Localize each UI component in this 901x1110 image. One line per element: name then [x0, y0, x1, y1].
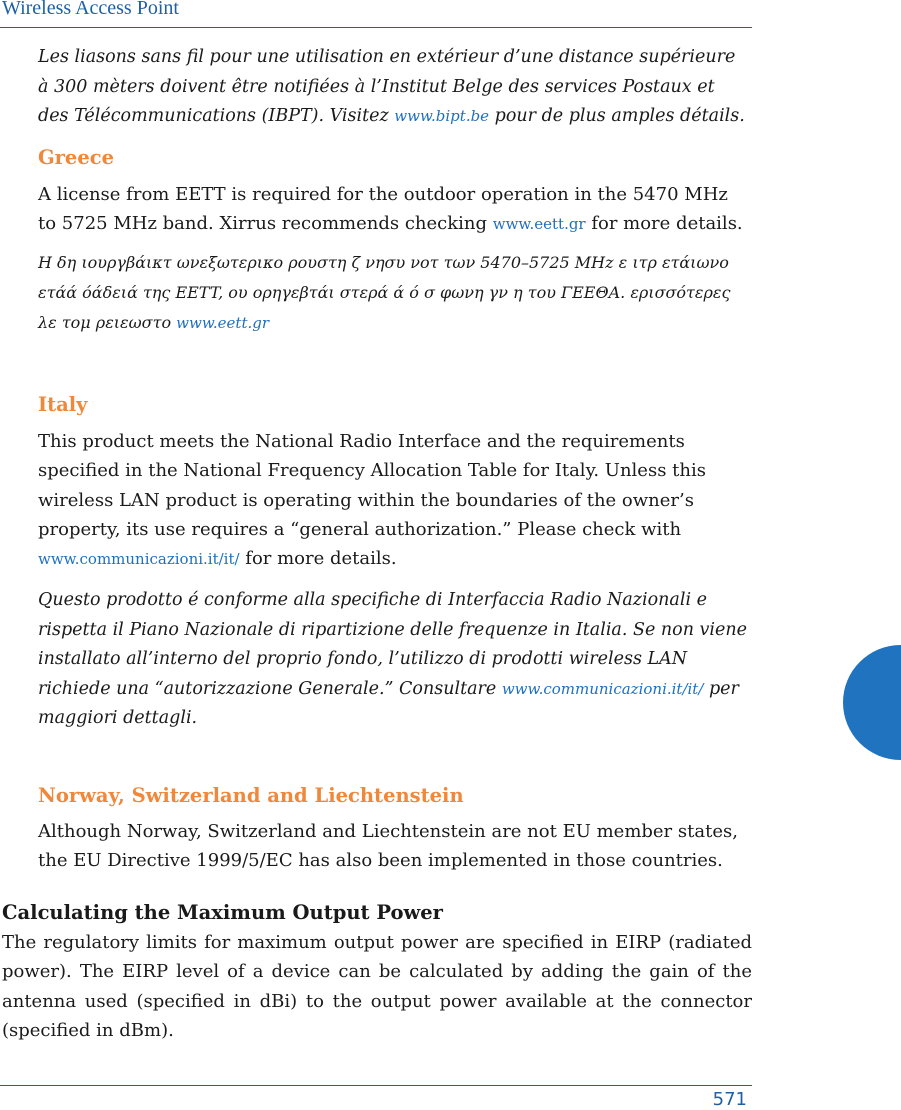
greece-text: A license from EETT is required for the outdoor operation in the 5470 MHz to 5725 MHz band. Xirrus recommends checking [38, 184, 728, 235]
belgium-french-paragraph [38, 43, 750, 132]
greece-heading: Greece [38, 146, 115, 169]
italy-italian-paragraph [38, 586, 748, 734]
norway-paragraph: Although Norway, Switzerland and Liechtenstein are not EU member states, the EU Directive 1999/5/EC has also been implemented in those countries. [38, 821, 738, 872]
communicazioni-italian-link[interactable]: www.communicazioni.it/it/ [501, 679, 704, 698]
running-header: Wireless Access Point [2, 0, 179, 19]
italy-text: This product meets the National Radio Interface and the requirements specified in the National Frequency Allocation Table for Italy. Unless this wireless LAN product is operating within the boundaries of the owner’s property, its use requires a “general authorization.” Please check with [38, 431, 706, 540]
italian-text: Questo prodotto é conforme alla specifiche di Interfaccia Radio Nazionali e rispetta il Piano Nazionale di ripartizione delle frequenze in Italia. Se non viene installato all’interno del proprio fondo, l’utilizzo di prodotti wireless LAN richiede una “autorizzazione Generale.” Consultare [38, 590, 747, 699]
communicazioni-link[interactable]: www.communicazioni.it/it/ [38, 550, 240, 569]
italy-heading: Italy [38, 393, 88, 416]
italian-text-end: per maggiori dettagli. [38, 678, 739, 728]
calculating-paragraph: The regulatory limits for maximum output power are specified in EIRP (radiated power). The EIRP level of a device can be calculated by adding the gain of the antenna used (specified in dBi) to the output power available at the connector (specified in dBm). [2, 932, 752, 1042]
norway-heading: Norway, Switzerland and Liechtenstein [38, 784, 464, 807]
belgium-french-text-end: pour de plus amples détails. [489, 106, 745, 126]
belgium-french-text: Les liasons sans fil pour une utilisation en extérieur d’une distance supérieure à 300 mèters doivent être notifiées à l’Institut Belge des services Postaux et des Télécommunications (IBPT). Visitez [38, 47, 736, 126]
eett-greek-link[interactable]: www.eett.gr [176, 314, 270, 332]
eett-link[interactable]: www.eett.gr [492, 215, 586, 234]
calculating-heading: Calculating the Maximum Output Power [2, 901, 443, 924]
header-rule [0, 27, 752, 28]
greek-text: Η δη ιουργβάικτ ωνεξωτερικο ρουστη ζ νησυ νοτ των 5470–5725 MHz ε ιτρ ετάιωνο ετάά όάδειά της EETT, ου ορηγεβτάι στερά ά ό σ φωνη γν η του ΓΕΕΘΑ. ερισσότερες λε τομ ρειεωστο [38, 253, 731, 332]
bipt-link[interactable]: www.bipt.be [394, 107, 490, 125]
greece-text-end: for more details. [585, 213, 743, 235]
greece-paragraph [38, 180, 750, 240]
page-number: 571 [712, 1089, 747, 1110]
italy-paragraph [38, 427, 728, 574]
chapter-tab-marker [843, 645, 901, 760]
greece-greek-paragraph [38, 248, 744, 338]
footer-rule [0, 1085, 752, 1086]
italy-text-end: for more details. [239, 548, 397, 570]
